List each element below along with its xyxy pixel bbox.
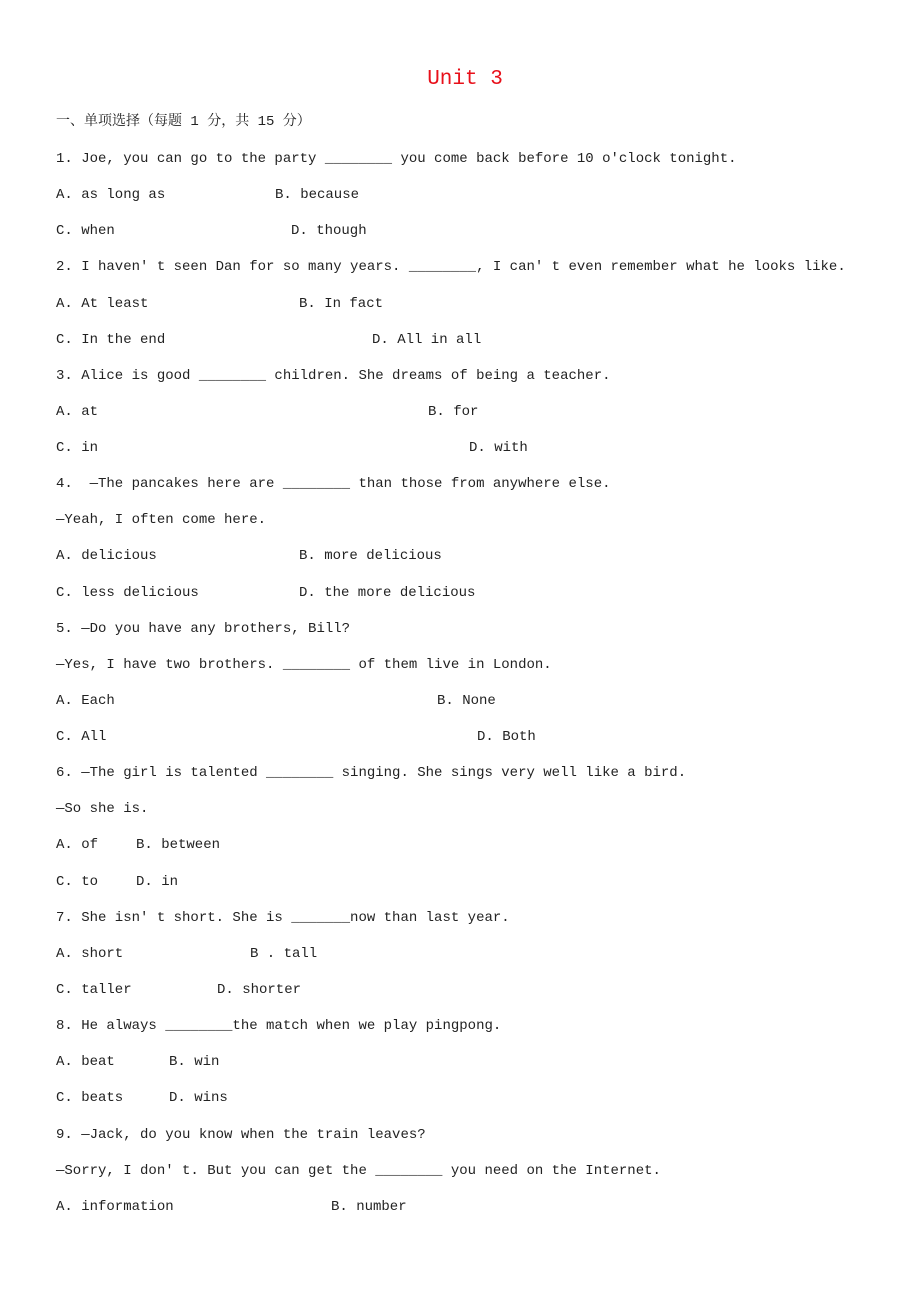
section-header: 一、单项选择（每题 1 分，共 15 分）	[56, 114, 311, 130]
answer-option: B. between	[136, 837, 221, 854]
question-text: 6. —The girl is talented ________ singing. She sings very well like a bird.	[56, 765, 687, 782]
answer-option: B . tall	[250, 945, 318, 962]
answer-option: D. Both	[477, 729, 536, 746]
answer-option: A. short	[56, 945, 124, 962]
question-text: —So she is.	[56, 801, 149, 818]
question-text: 8. He always ________the match when we play pingpong.	[56, 1018, 502, 1035]
answer-option: D. the more delicious	[299, 584, 476, 601]
answer-option: C. to	[56, 873, 99, 890]
answer-option: D. shorter	[217, 981, 302, 998]
question-text: —Sorry, I don' t. But you can get the ________ you need on the Internet.	[56, 1162, 661, 1179]
answer-option: A. At least	[56, 295, 149, 312]
answer-option: B. In fact	[299, 295, 384, 312]
answer-option: A. of	[56, 837, 99, 854]
document-title: Unit 3	[427, 68, 503, 91]
answer-option: C. All	[56, 729, 107, 746]
answer-option: D. though	[291, 223, 367, 240]
answer-option: C. when	[56, 223, 115, 240]
answer-option: C. in	[56, 440, 99, 457]
question-text: 7. She isn' t short. She is _______now than last year.	[56, 909, 510, 926]
answer-option: A. beat	[56, 1054, 115, 1071]
answer-option: A. information	[56, 1198, 174, 1215]
answer-option: C. beats	[56, 1090, 124, 1107]
question-text: 9. —Jack, do you know when the train leaves?	[56, 1126, 426, 1143]
answer-option: D. in	[136, 873, 179, 890]
answer-option: C. taller	[56, 981, 132, 998]
question-text: 4. —The pancakes here are ________ than those from anywhere else.	[56, 476, 611, 493]
question-text: 3. Alice is good ________ children. She dreams of being a teacher.	[56, 367, 611, 384]
answer-option: B. because	[275, 187, 360, 204]
answer-option: D. wins	[169, 1090, 228, 1107]
answer-option: B. win	[169, 1054, 220, 1071]
answer-option: B. number	[331, 1198, 407, 1215]
answer-option: B. for	[428, 403, 479, 420]
answer-option: A. at	[56, 403, 99, 420]
question-text: 2. I haven' t seen Dan for so many years. ________, I can' t even remember what he looks like.	[56, 259, 846, 276]
answer-option: D. All in all	[372, 331, 482, 348]
answer-option: B. more delicious	[299, 548, 442, 565]
answer-option: C. In the end	[56, 331, 166, 348]
question-text: —Yeah, I often come here.	[56, 512, 267, 529]
question-text: 5. —Do you have any brothers, Bill?	[56, 620, 351, 637]
question-text: 1. Joe, you can go to the party ________ you come back before 10 o'clock tonight.	[56, 151, 737, 167]
answer-option: A. as long as	[56, 187, 166, 204]
answer-option: C. less delicious	[56, 584, 199, 601]
answer-option: B. None	[437, 692, 496, 709]
answer-option: D. with	[469, 440, 528, 457]
question-text: —Yes, I have two brothers. ________ of them live in London.	[56, 656, 552, 673]
answer-option: A. delicious	[56, 548, 157, 565]
answer-option: A. Each	[56, 692, 115, 709]
